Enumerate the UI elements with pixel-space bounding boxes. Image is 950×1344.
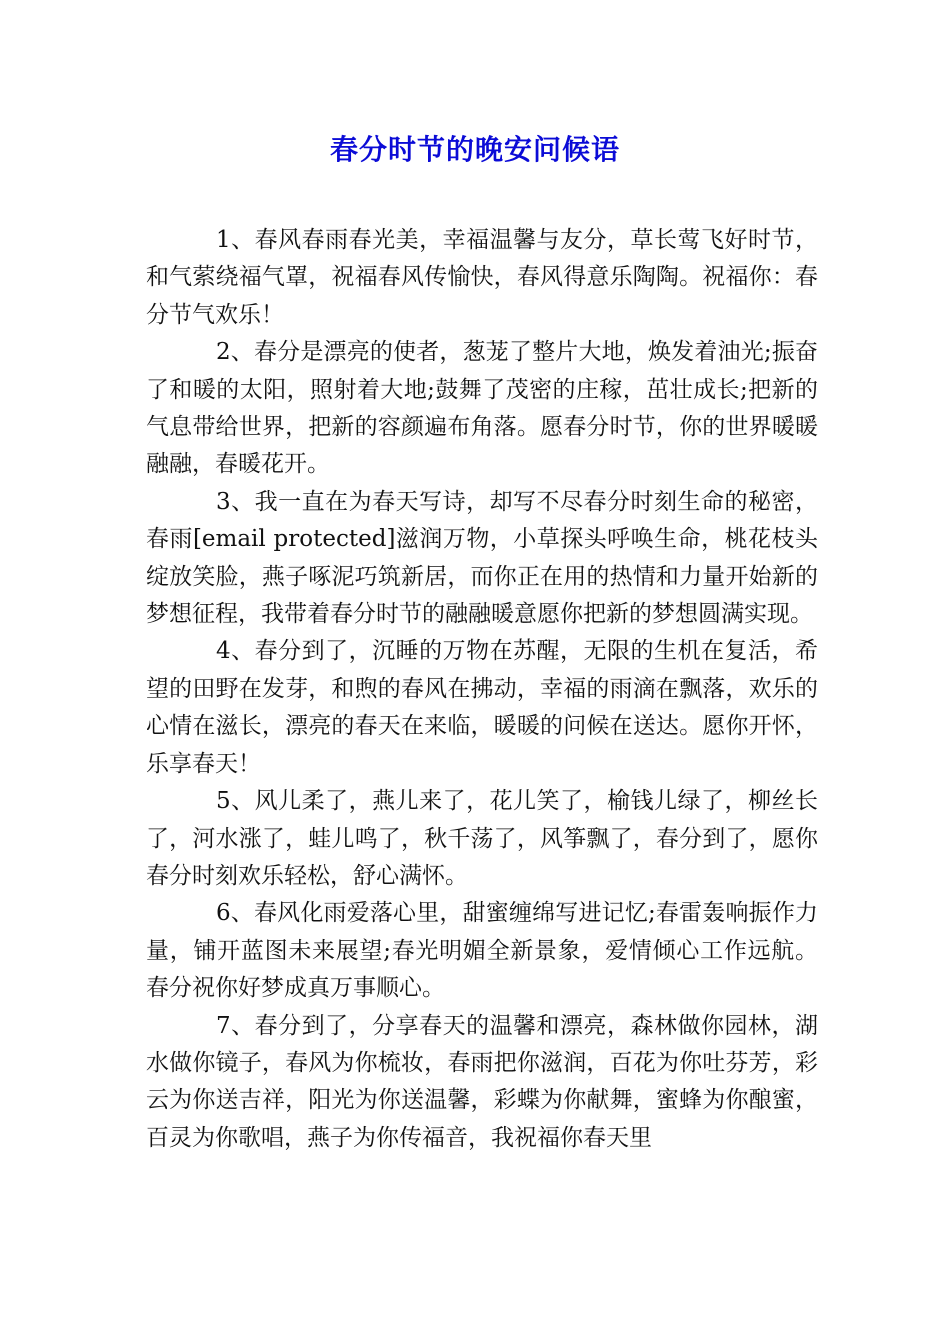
paragraph-1: 1、春风春雨春光美，幸福温馨与友分，草长莺飞好时节，和气萦绕福气罩，祝福春风传愉快，春风得意乐陶陶。祝福你：春分节气欢乐！ — [146, 227, 818, 328]
paragraph-4: 4、春分到了，沉睡的万物在苏醒，无限的生机在复活，希望的田野在发芽，和煦的春风在拂动，幸福的雨滴在飘落，欢乐的心情在滋长，漂亮的春天在来临，暖暖的问候在送达。愿你开怀，乐享春天！ — [146, 638, 818, 777]
document-body — [146, 222, 818, 1157]
paragraph-3: 3、我一直在为春天写诗，却写不尽春分时刻生命的秘密，春雨[email protected]滋润万物，小草探头呼唤生命，桃花枝头绽放笑脸，燕子啄泥巧筑新居，而你正在用的热情和力量开始新的梦想征程，我带着春分时节的融融暖意愿你把新的梦想圆满实现。 — [146, 488, 818, 628]
paragraph-7: 7、春分到了，分享春天的温馨和漂亮，森林做你园林，湖水做你镜子，春风为你梳妆，春雨把你滋润，百花为你吐芬芳，彩云为你送吉祥，阳光为你送温馨，彩蝶为你献舞，蜜蜂为你酿蜜，百灵为你歌唱，燕子为你传福音，我祝福你春天里 — [146, 1012, 818, 1151]
document-title: 春分时节的晚安问候语 — [329, 133, 620, 166]
paragraph-5: 5、风儿柔了，燕儿来了，花儿笑了，榆钱儿绿了，柳丝长了，河水涨了，蛙儿鸣了，秋千荡了，风筝飘了，春分到了，愿你春分时刻欢乐轻松，舒心满怀。 — [146, 788, 818, 889]
paragraph-6: 6、春风化雨爱落心里，甜蜜缠绵写进记忆;春雷轰响振作力量，铺开蓝图未来展望;春光明媚全新景象，爱情倾心工作远航。春分祝你好梦成真万事顺心。 — [146, 900, 818, 1002]
paragraph-2: 2、春分是漂亮的使者，葱茏了整片大地，焕发着油光;振奋了和暖的太阳，照射着大地;鼓舞了茂密的庄稼，茁壮成长;把新的气息带给世界，把新的容颜遍布角落。愿春分时节，你的世界暖暖融融，春暖花开。 — [146, 339, 818, 478]
